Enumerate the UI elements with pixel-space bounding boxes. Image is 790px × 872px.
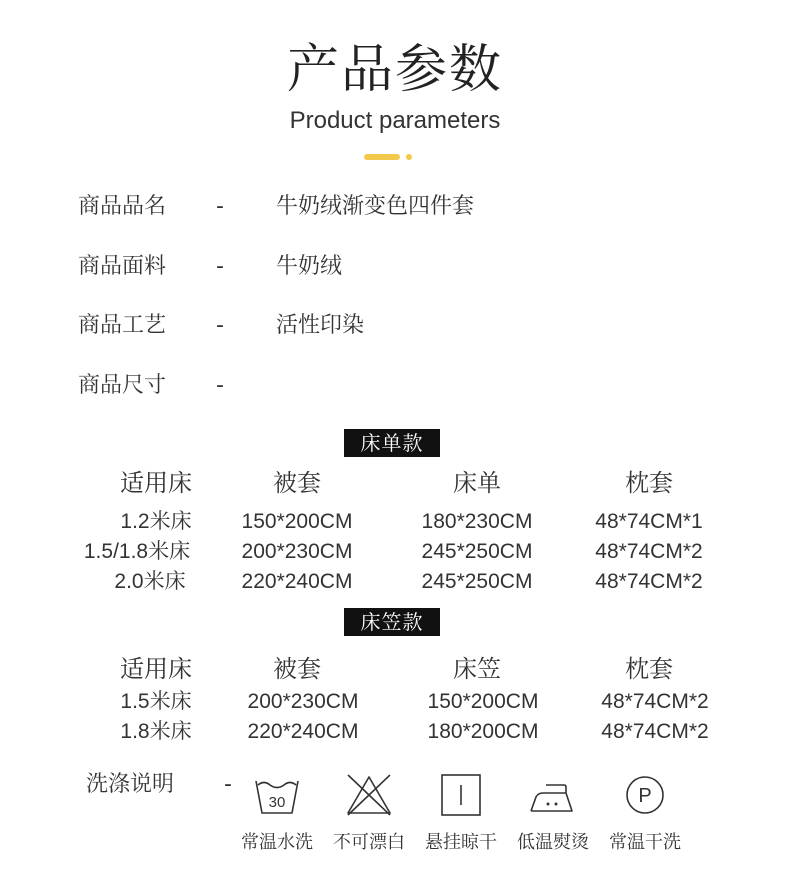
table-cell: 180*200CM xyxy=(427,720,539,743)
wash-30-icon xyxy=(252,773,302,817)
info-label: 商品品名 xyxy=(78,194,167,219)
dry-clean-letter: P xyxy=(638,785,652,807)
low-iron-icon xyxy=(528,773,578,817)
page-subtitle: Product parameters xyxy=(289,107,501,134)
table-cell: 220*240CM xyxy=(241,570,353,593)
hang-dry-icon xyxy=(436,773,486,817)
table-cell: 150*200CM xyxy=(241,510,353,533)
sheet-style-tag: 床单款 xyxy=(344,429,440,457)
table-cell: 48*74CM*1 xyxy=(595,510,703,533)
no-bleach-icon xyxy=(344,773,394,817)
table-header: 床笠 xyxy=(453,655,501,683)
table-cell: 200*230CM xyxy=(247,690,359,713)
care-label: 常温水洗 xyxy=(241,832,313,853)
info-label: 商品面料 xyxy=(78,254,167,279)
accent-bar xyxy=(364,154,400,160)
info-dash: - xyxy=(216,313,224,338)
table-cell: 1.2米床 xyxy=(120,510,192,533)
care-label: 不可漂白 xyxy=(333,832,405,853)
table-header: 枕套 xyxy=(625,655,673,683)
table-header: 适用床 xyxy=(120,469,192,497)
table-cell: 1.5米床 xyxy=(120,690,192,713)
table-header: 被套 xyxy=(273,469,321,497)
table-header: 被套 xyxy=(273,655,321,683)
wash-temperature: 30 xyxy=(268,794,286,811)
table-header: 床单 xyxy=(453,469,501,497)
info-label: 商品尺寸 xyxy=(78,373,167,398)
dry-clean-icon xyxy=(620,773,670,817)
fitted-style-tag: 床笠款 xyxy=(344,608,440,636)
table-header: 适用床 xyxy=(120,655,192,683)
care-label: 悬挂晾干 xyxy=(425,832,497,853)
table-cell: 220*240CM xyxy=(247,720,359,743)
table-cell: 48*74CM*2 xyxy=(601,690,709,713)
care-item-dry xyxy=(416,773,506,817)
table-cell: 1.8米床 xyxy=(120,720,192,743)
care-label: 常温干洗 xyxy=(609,832,681,853)
info-dash: - xyxy=(216,254,224,279)
info-value: 活性印染 xyxy=(276,313,365,338)
table-cell: 200*230CM xyxy=(241,540,353,563)
table-cell: 48*74CM*2 xyxy=(595,570,703,593)
info-value: 牛奶绒 xyxy=(276,254,343,279)
table-cell: 180*230CM xyxy=(421,510,533,533)
table-cell: 2.0米床 xyxy=(114,570,186,593)
table-header: 枕套 xyxy=(625,469,673,497)
info-dash: - xyxy=(216,373,224,398)
table-cell: 48*74CM*2 xyxy=(601,720,709,743)
table-cell: 245*250CM xyxy=(421,540,533,563)
info-dash: - xyxy=(216,194,224,219)
washing-dash: - xyxy=(224,772,232,797)
washing-label: 洗涤说明 xyxy=(86,772,175,797)
info-label: 商品工艺 xyxy=(78,313,167,338)
accent-dot xyxy=(406,154,412,160)
care-item-dryclean xyxy=(600,773,690,817)
care-label: 低温熨烫 xyxy=(517,832,589,853)
page-title: 产品参数 xyxy=(286,40,503,100)
table-cell: 150*200CM xyxy=(427,690,539,713)
care-item-bleach xyxy=(324,773,414,817)
table-cell: 1.5/1.8米床 xyxy=(83,540,191,563)
table-cell: 48*74CM*2 xyxy=(595,540,703,563)
info-value: 牛奶绒渐变色四件套 xyxy=(276,194,475,219)
care-item-wash xyxy=(232,773,322,817)
table-cell: 245*250CM xyxy=(421,570,533,593)
care-item-iron xyxy=(508,773,598,817)
